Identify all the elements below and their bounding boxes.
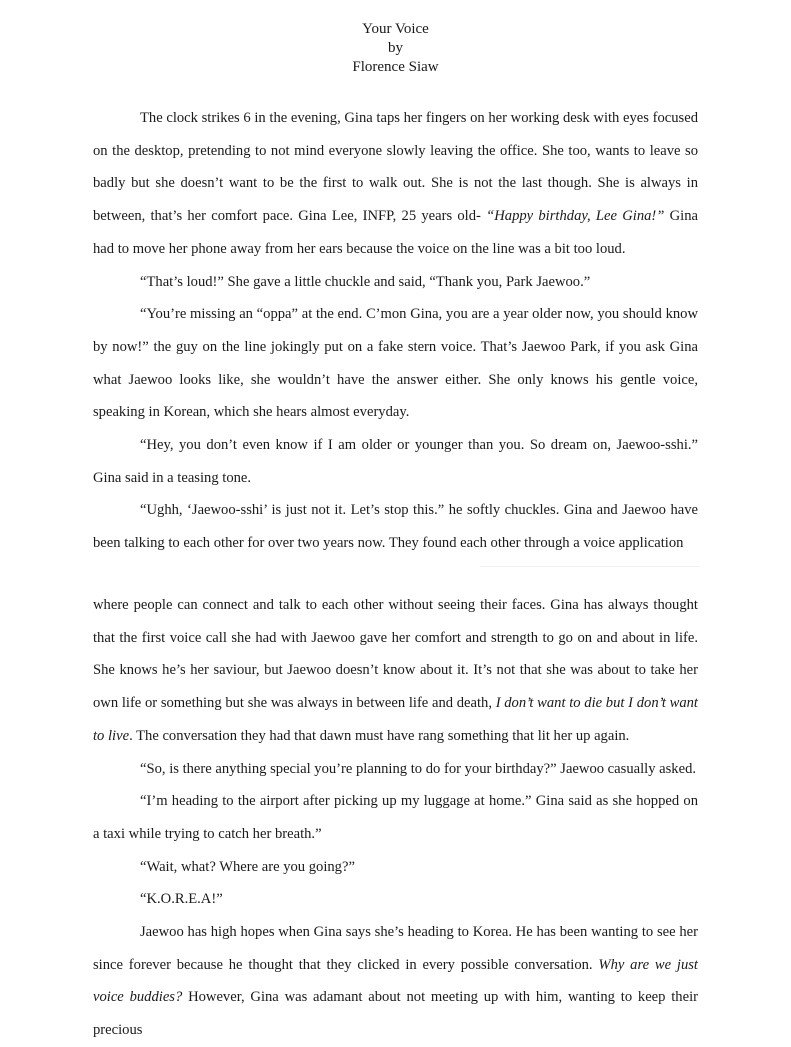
paragraph-5: “Ughh, ‘Jaewoo-sshi’ is just not it. Let’s stop this.” he softly chuckles. Gina and Jaewoo have been talking to each other for over two years now. They found each other through a voice application <box>93 502 698 552</box>
paragraph-1 <box>93 102 698 266</box>
paragraph-10: “K.O.R.E.A!” <box>140 891 223 908</box>
paragraph-11-end: However, Gina was adamant about not meeting up with him, wanting to keep their precious <box>93 989 698 1039</box>
paragraph-3: “You’re missing an “oppa” at the end. C’mon Gina, you are a year older now, you should know by now!” the guy on the line jokingly put on a fake stern voice. That’s Jaewoo Park, if you ask Gina what Jaewoo looks like, she wouldn’t have the answer either. She only knows his gentle voice, speaking in Korean, which she hears almost everyday. <box>93 306 698 421</box>
paragraph-6-italic: I don’t want to die but I don’t want to live <box>93 695 698 744</box>
paragraph-7: “So, is there anything special you’re planning to do for your birthday?” Jaewoo casually asked. <box>140 760 697 777</box>
paragraph-1-end: Gina had to move her phone away from her ears because the voice on the line was a bit too loud. <box>93 208 698 257</box>
paragraph-6-end: . The conversation they had that dawn must have rang something that lit her up again. <box>129 727 630 744</box>
paragraph-8: “I’m heading to the airport after picking up my luggage at home.” Gina said as she hopped on a taxi while trying to catch her breath.” <box>93 793 698 842</box>
paragraph-1-italic: “Happy birthday, Lee Gina!” <box>486 208 665 225</box>
paragraph-1-main: The clock strikes 6 in the evening, Gina taps her fingers on her working desk with eyes focused on the desktop, pretending to not mind everyone slowly leaving the office. She too, wants to leave so badly but she doesn’t want to be the first to walk out. She is not the last though. She is always in between, that’s her comfort pace. Gina Lee, INFP, 25 years old- <box>93 110 698 225</box>
story-text-bottom <box>93 589 698 1047</box>
author-name: Florence Siaw <box>352 59 439 75</box>
page-break-divider <box>480 566 700 567</box>
byline-by: by <box>388 40 403 56</box>
paragraph-11-main: Jaewoo has high hopes when Gina says she’s heading to Korea. He has been wanting to see her since forever because he thought that they clicked in every possible conversation. <box>93 924 698 973</box>
paragraph-9: “Wait, what? Where are you going?” <box>140 858 355 875</box>
story-text-top <box>93 102 698 560</box>
paragraph-11 <box>93 916 698 1047</box>
paragraph-6 <box>93 589 698 753</box>
paragraph-11-italic: Why are we just voice buddies? <box>93 956 698 1006</box>
story-title: Your Voice <box>362 21 429 37</box>
paragraph-6-main: where people can connect and talk to each other without seeing their faces. Gina has always thought that the first voice call she had with Jaewoo gave her comfort and strength to go on and about in life. She knows he’s her saviour, but Jaewoo doesn’t know about it. It’s not that she was about to take her own life or something but she was always in between life and death, <box>93 597 698 712</box>
title-block <box>0 20 791 77</box>
paragraph-4: “Hey, you don’t even know if I am older or younger than you. So dream on, Jaewoo-sshi.” Gina said in a teasing tone. <box>93 437 698 486</box>
paragraph-2: “That’s loud!” She gave a little chuckle and said, “Thank you, Park Jaewoo.” <box>140 273 591 290</box>
